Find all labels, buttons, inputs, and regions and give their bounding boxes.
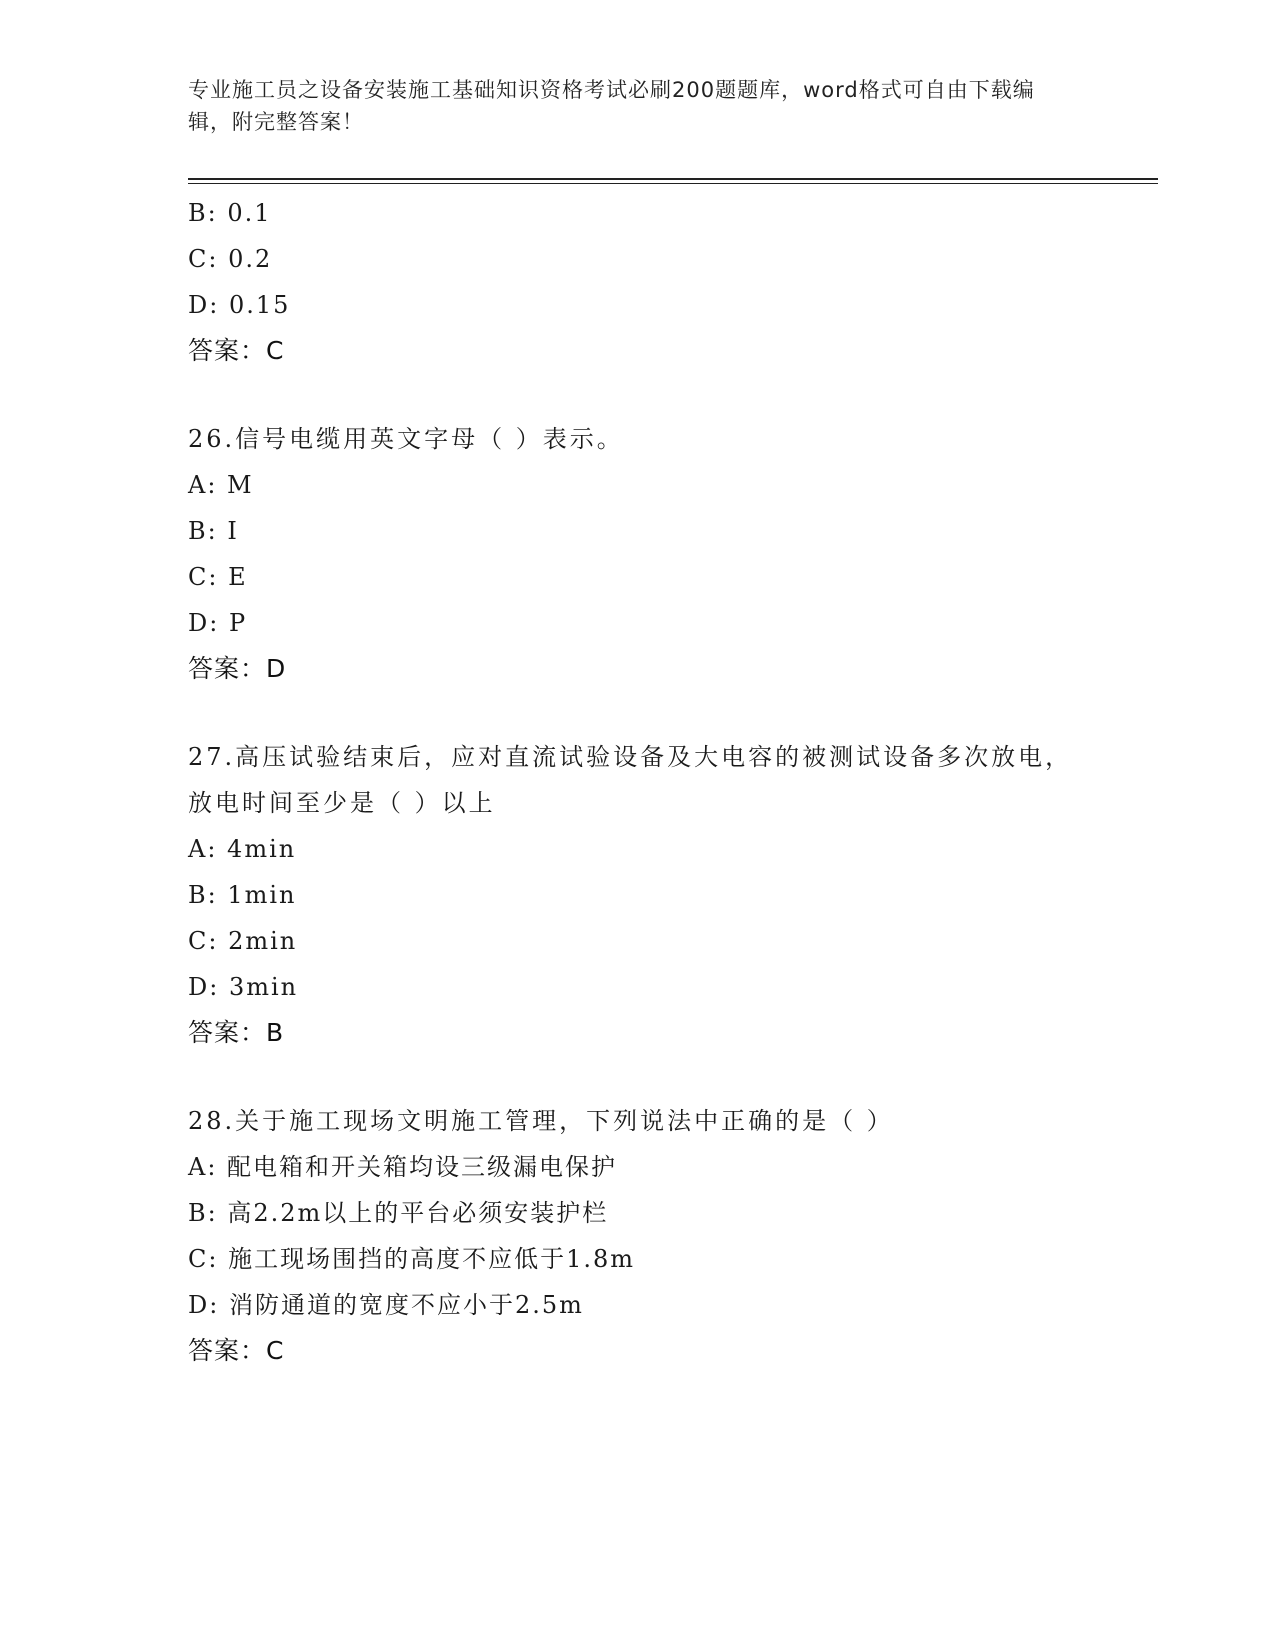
option-b: B: 高2.2m以上的平台必须安装护栏 (188, 1199, 609, 1227)
question-28 (188, 1098, 1088, 1374)
option-d: D: P (188, 609, 248, 637)
question-27 (188, 734, 1088, 1056)
document-content (188, 190, 1088, 1374)
option-a: A: M (188, 471, 254, 499)
document-header: 专业施工员之设备安装施工基础知识资格考试必刷200题题库，word格式可自由下载编辑，附完整答案！ (188, 78, 1035, 134)
question-text: 28.关于施工现场文明施工管理，下列说法中正确的是（ ） (188, 1107, 894, 1135)
option-b: B: I (188, 517, 239, 545)
spacer (188, 692, 1088, 734)
question-text: 26.信号电缆用英文字母（ ）表示。 (188, 425, 624, 453)
option-a: A: 配电箱和开关箱均设三级漏电保护 (188, 1153, 618, 1181)
option-c: C: 施工现场围挡的高度不应低于1.8m (188, 1245, 636, 1273)
option-b: B: 1min (188, 881, 297, 909)
answer-line: 答案：D (188, 654, 287, 683)
option-d: D: 3min (188, 973, 299, 1001)
spacer (188, 1056, 1088, 1098)
option-b: B: 0.1 (188, 199, 272, 227)
option-d: D: 0.15 (188, 291, 291, 319)
question-text: 27.高压试验结束后，应对直流试验设备及大电容的被测试设备多次放电，放电时间至少是（ ）以上 (188, 743, 1073, 817)
answer-line: 答案：B (188, 1018, 285, 1047)
header-divider-thick (188, 178, 1158, 180)
option-c: C: 0.2 (188, 245, 273, 273)
header-divider-thin (188, 183, 1158, 184)
option-d: D: 消防通道的宽度不应小于2.5m (188, 1291, 584, 1319)
answer-line: 答案：C (188, 1336, 285, 1365)
option-c: C: E (188, 563, 248, 591)
question-25-continued (188, 190, 1088, 374)
option-a: A: 4min (188, 835, 297, 863)
question-26 (188, 416, 1088, 692)
answer-line: 答案：C (188, 336, 285, 365)
spacer (188, 374, 1088, 416)
option-c: C: 2min (188, 927, 298, 955)
